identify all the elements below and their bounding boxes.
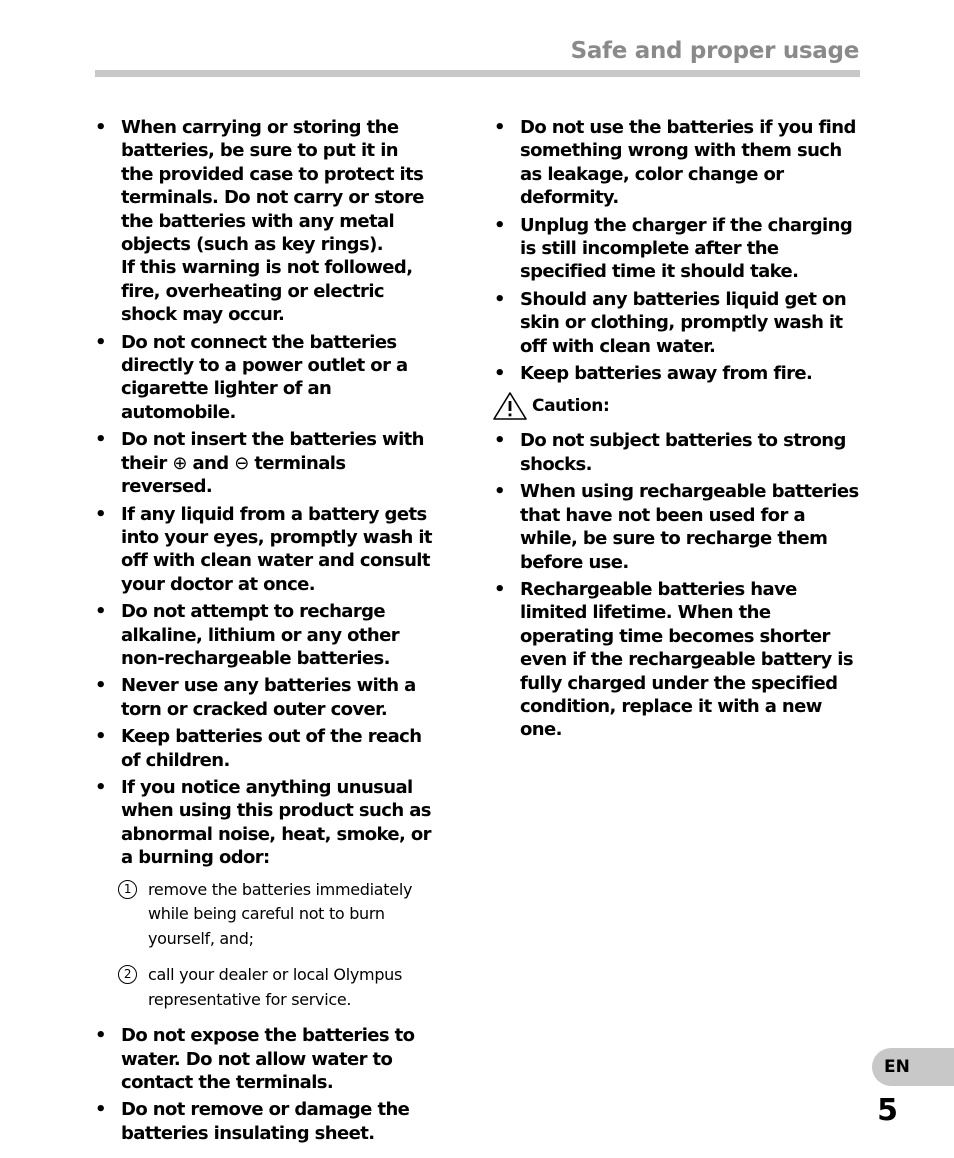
item-text-middle: and (186, 452, 235, 474)
list-item: • If you notice anything unusual when using this product such as abnormal noise, heat, smoke, or a burning odor: (93, 776, 435, 870)
list-item: • Should any batteries liquid get on skin or clothing, promptly wash it off with clean water. (492, 288, 864, 358)
page-title: Safe and proper usage (570, 38, 859, 64)
list-item: • Do not use the batteries if you find something wrong with them such as leakage, color change or deformity. (492, 116, 864, 210)
left-bullet-list (93, 116, 435, 870)
caution-heading (492, 391, 864, 421)
list-item (93, 428, 435, 498)
circled-number-2-icon: 2 (118, 965, 137, 984)
header-rule (95, 70, 860, 77)
language-label: EN (884, 1057, 910, 1077)
item-text-after: terminals reversed. (121, 452, 346, 498)
list-item (93, 116, 435, 327)
sub-step (93, 878, 435, 952)
sub-step-list (93, 878, 435, 1013)
list-item: • Do not subject batteries to strong shocks. (492, 429, 864, 476)
list-item: • When using rechargeable batteries that have not been used for a while, be sure to recharge them before use. (492, 480, 864, 574)
list-item: • Unplug the charger if the charging is still incomplete after the specified time it should take. (492, 214, 864, 284)
minus-terminal-icon: ⊖ (234, 452, 249, 474)
list-item: • Do not remove or damage the batteries insulating sheet. (93, 1098, 435, 1145)
right-column (492, 116, 864, 746)
list-item: • Do not attempt to recharge alkaline, lithium or any other non-rechargeable batteries. (93, 600, 435, 670)
list-item: • If any liquid from a battery gets into your eyes, promptly wash it off with clean water and consult your doctor at once. (93, 503, 435, 597)
left-column (93, 116, 435, 1149)
caution-label: Caution: (532, 396, 610, 417)
list-item: • Rechargeable batteries have limited lifetime. When the operating time becomes shorter even if the rechargeable battery is fully charged under the specified condition, replace it with a new one. (492, 578, 864, 742)
list-item: • Do not expose the batteries to water. Do not allow water to contact the terminals. (93, 1024, 435, 1094)
item-warning-note: If this warning is not followed, fire, overheating or electric shock may occur. (121, 257, 413, 326)
circled-number-1-icon: 1 (118, 880, 137, 899)
language-tab (872, 1048, 954, 1086)
caution-bullet-list (492, 429, 864, 741)
list-item: • Never use any batteries with a torn or cracked outer cover. (93, 674, 435, 721)
right-bullet-list (492, 116, 864, 385)
sub-step (93, 963, 435, 1012)
sub-step-text: remove the batteries immediately while being careful not to burn yourself, and; (148, 879, 413, 948)
plus-terminal-icon: ⊕ (172, 452, 187, 474)
list-item: • Do not connect the batteries directly to a power outlet or a cigarette lighter of an automobile. (93, 331, 435, 425)
page-number: 5 (877, 1093, 898, 1128)
item-text: When carrying or storing the batteries, be sure to put it in the provided case to protect its terminals. Do not carry or store the batteries with any metal objects (such as key rings). (121, 117, 424, 256)
left-bullet-list-continued (93, 1024, 435, 1145)
sub-step-text: call your dealer or local Olympus representative for service. (148, 965, 403, 1009)
list-item: • Keep batteries away from fire. (492, 362, 864, 385)
list-item: • Keep batteries out of the reach of children. (93, 725, 435, 772)
warning-triangle-icon (492, 391, 528, 421)
item-text-before: Do not insert the batteries with their (121, 429, 424, 474)
